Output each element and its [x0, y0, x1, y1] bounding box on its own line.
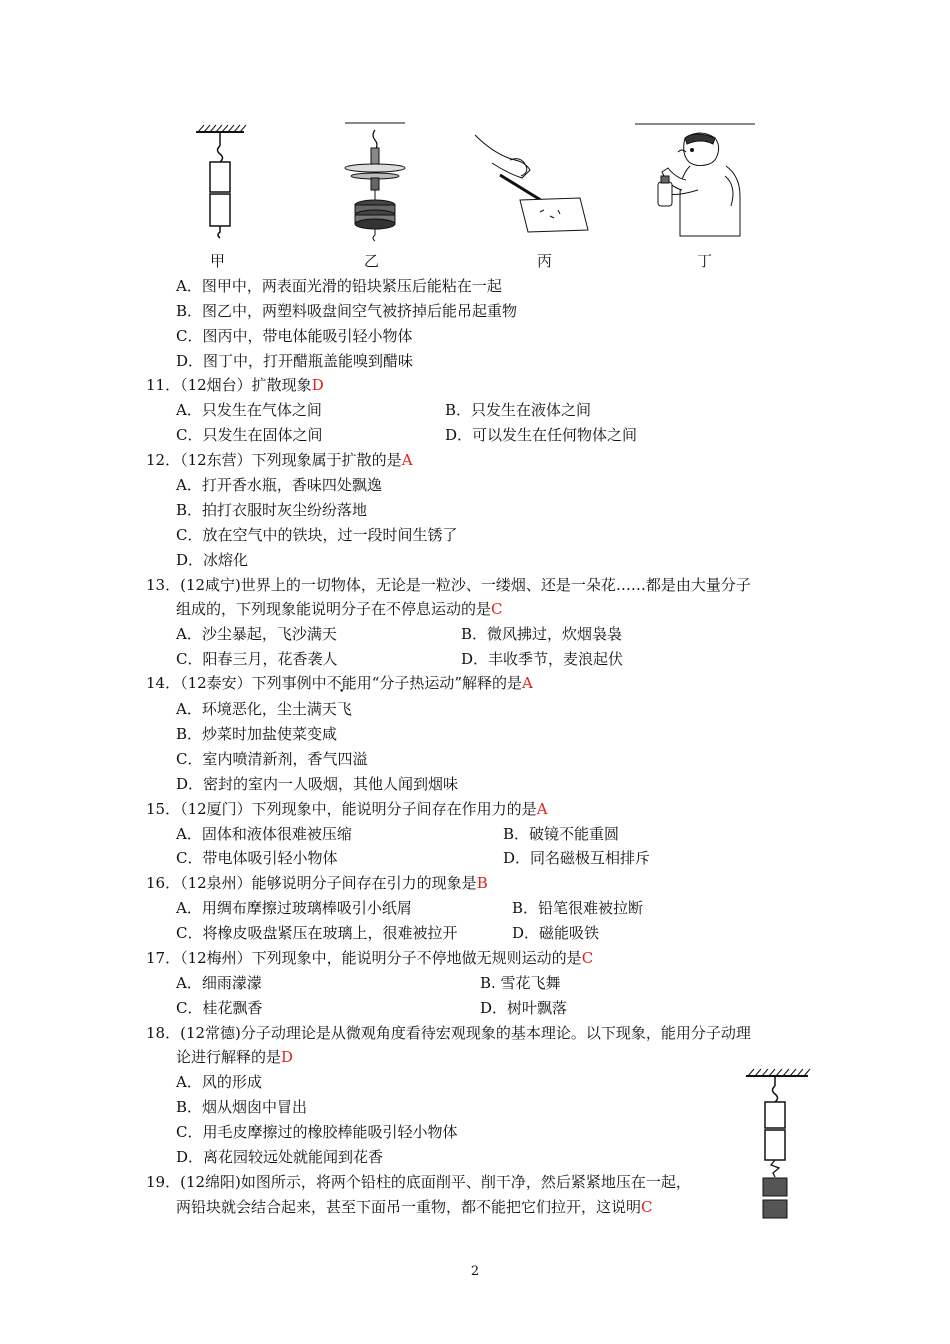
option: D．磁能吸铁 [512, 924, 600, 942]
option: B．破镜不能重圆 [503, 825, 620, 843]
option: A．风的形成 [176, 1073, 262, 1091]
answer-key: D [311, 376, 324, 394]
option: D．可以发生在任何物体之间 [445, 426, 638, 444]
question-stem: 16．（12泉州）能够说明分子间存在引力的现象是B [146, 874, 488, 892]
option: A．打开香水瓶，香味四处飘逸 [176, 476, 382, 494]
option: B．炒菜时加盐使菜变咸 [176, 725, 338, 743]
question-stem: 12．（12东营）下列现象属于扩散的是A [146, 451, 413, 469]
answer-key: D [281, 1048, 294, 1066]
option: C．只发生在固体之间 [176, 426, 323, 444]
option: B．图乙中，两塑料吸盘间空气被挤掉后能吊起重物 [176, 302, 518, 320]
figure-bing [470, 130, 590, 240]
option: A．用绸布摩擦过玻璃棒吸引小纸屑 [176, 899, 412, 917]
option: A．固体和液体很难被压缩 [176, 825, 352, 843]
option: C．图丙中，带电体能吸引轻小物体 [176, 327, 413, 345]
answer-key: A [401, 451, 413, 469]
question-stem: 11．（12烟台）扩散现象D [146, 376, 324, 394]
figure-lead-cylinders [742, 1066, 812, 1222]
answer-key: C [641, 1198, 653, 1216]
option: D．密封的室内一人吸烟，其他人闻到烟味 [176, 775, 459, 793]
answer-key: A [536, 800, 548, 818]
option: A．沙尘暴起，飞沙满天 [176, 625, 337, 643]
emphasis-text: 不能 [326, 674, 357, 692]
question-stem: 15．（12厦门）下列现象中，能说明分子间存在作用力的是A [146, 800, 548, 818]
question-stem: 14．（12泰安）下列事例中不能用“分子热运动”解释的是A [146, 674, 533, 692]
option: C．将橡皮吸盘紧压在玻璃上，很难被拉开 [176, 924, 458, 942]
option: B．铅笔很难被拉断 [512, 899, 644, 917]
option: C．室内喷清新剂，香气四溢 [176, 750, 368, 768]
option: B．拍打衣服时灰尘纷纷落地 [176, 501, 368, 519]
option: B．微风拂过，炊烟袅袅 [461, 625, 623, 643]
option: B．烟从烟囱中冒出 [176, 1098, 308, 1116]
caption-yi: 乙 [364, 252, 380, 270]
option: D．同名磁极互相排斥 [503, 849, 651, 867]
question-stem: 18．(12常德)分子动理论是从微观角度看待宏观现象的基本理论。以下现象，能用分子动理 [146, 1024, 751, 1042]
caption-bing: 丙 [537, 252, 553, 270]
option: A．细雨濛濛 [176, 974, 262, 992]
option: B．只发生在液体之间 [445, 401, 592, 419]
option: A．环境恶化，尘土满天飞 [176, 700, 352, 718]
question-stem: 17．（12梅州）下列现象中，能说明分子不停地做无规则运动的是C [146, 949, 594, 967]
option: C．桂花飘香 [176, 999, 263, 1017]
option: D．图丁中，打开醋瓶盖能嗅到醋味 [176, 352, 414, 370]
option: C．带电体吸引轻小物体 [176, 849, 338, 867]
page-number: 2 [470, 1264, 480, 1279]
question-stem-continued: 两铅块就会结合起来，甚至下面吊一重物，都不能把它们拉开，这说明C [176, 1198, 653, 1216]
option: C．用毛皮摩擦过的橡胶棒能吸引轻小物体 [176, 1123, 458, 1141]
option: B. 雪花飞舞 [480, 974, 561, 992]
option: C．放在空气中的铁块，过一段时间生锈了 [176, 526, 458, 544]
question-stem-continued: 论进行解释的是D [176, 1048, 294, 1066]
question-stem: 19．(12绵阳)如图所示，将两个铅柱的底面削平、削干净，然后紧紧地压在一起， [146, 1173, 691, 1191]
option: A．只发生在气体之间 [176, 401, 322, 419]
option: C．阳春三月，花香袭人 [176, 650, 338, 668]
answer-key: C [581, 949, 594, 967]
figure-yi [340, 120, 410, 245]
answer-key: C [491, 600, 503, 618]
caption-ding: 丁 [697, 252, 713, 270]
option: D．冰熔化 [176, 551, 249, 569]
question-stem: 13．(12咸宁)世界上的一切物体，无论是一粒沙、一缕烟、还是一朵花……都是由大量分子 [146, 576, 751, 594]
option: A．图甲中，两表面光滑的铅块紧压后能粘在一起 [176, 277, 502, 295]
caption-jia: 甲 [210, 252, 226, 270]
option: D．离花园较远处就能闻到花香 [176, 1148, 384, 1166]
question-stem-continued: 组成的，下列现象能说明分子在不停息运动的是C [176, 600, 503, 618]
option: D．丰收季节，麦浪起伏 [461, 650, 624, 668]
answer-key: A [522, 674, 533, 692]
option: D．树叶飘落 [480, 999, 568, 1017]
figure-ding [630, 120, 760, 240]
answer-key: B [476, 874, 488, 892]
figure-jia [190, 122, 250, 242]
